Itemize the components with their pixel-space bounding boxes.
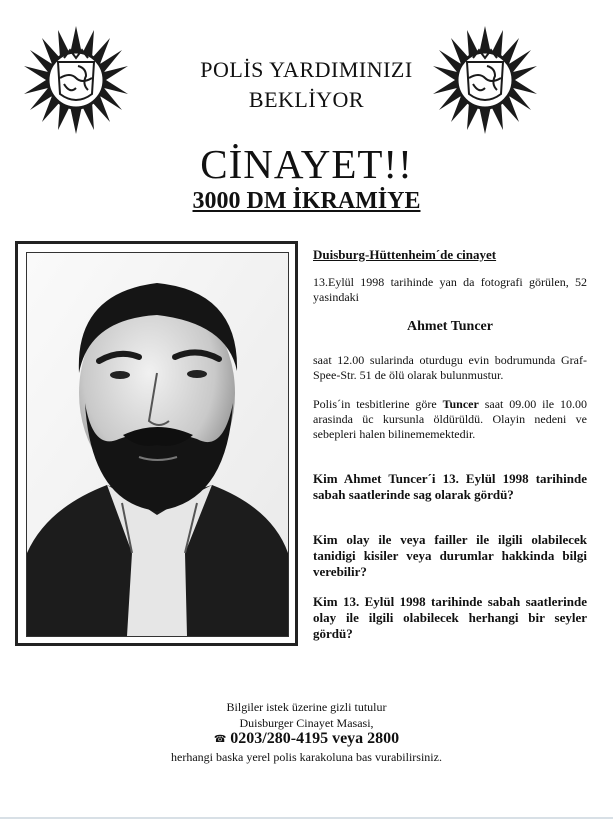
question-2: Kim olay ile veya failler ile ilgili olabilecek tanidigi kisiler veya durumlar hakkinda bilgi verebilir? [313, 532, 587, 579]
telephone-icon: ☎ [213, 733, 227, 745]
paragraph-investigation-name: Tuncer [442, 397, 479, 411]
footer-department: Duisburger Cinayet Masasi, [239, 716, 374, 730]
victim-name: Ahmet Tuncer [407, 319, 493, 334]
location-heading: Duisburg-Hüttenheim´de cinayet [313, 247, 497, 262]
paragraph-investigation-start: Polis´in tesbitlerine göre [313, 397, 443, 411]
footer-phone-number: 0203/280-4195 veya 2800 [230, 730, 400, 747]
question-1: Kim Ahmet Tuncer´i 13. Eylül 1998 tarihinde sabah saatlerinde sag olarak gördü? [313, 471, 587, 502]
intro-text: 13.Eylül 1998 tarihinde yan da fotografi görülen, 52 yasindaki [313, 275, 587, 304]
police-emblem-left-icon [20, 24, 132, 136]
paragraph-investigation-end: saat 09.00 ile 10.00 arasinda üc kursunla öldürüldü. Olayin nedeni ve sebepleri halen bilinememektedir. [313, 397, 587, 441]
question-3: Kim 13. Eylül 1998 tarihinde sabah saatlerinde olay ile ilgili olabilecek herhangi bir seyler gördü? [313, 594, 587, 641]
footer-other-stations: herhangi baska yerel polis karakoluna bas vurabilirsiniz. [171, 750, 442, 764]
headline: CİNAYET!! [200, 141, 413, 187]
page-bottom-divider [0, 817, 613, 819]
paragraph-discovery: saat 12.00 sularinda oturdugu evin bodrumunda Graf-Spee-Str. 51 de ölü olarak bulunmustur. [313, 353, 587, 382]
victim-photo-frame [15, 241, 298, 646]
reward-banner: 3000 DM İKRAMİYE [192, 188, 421, 214]
victim-photo [26, 252, 289, 637]
footer-phone [100, 730, 513, 748]
paragraph-investigation [313, 397, 587, 442]
footer-confidential: Bilgiler istek üzerine gizli tutulur [226, 700, 387, 714]
header-line-2: BEKLİYOR [248, 87, 365, 112]
header-line-1: POLİS YARDIMINIZI [200, 57, 413, 82]
